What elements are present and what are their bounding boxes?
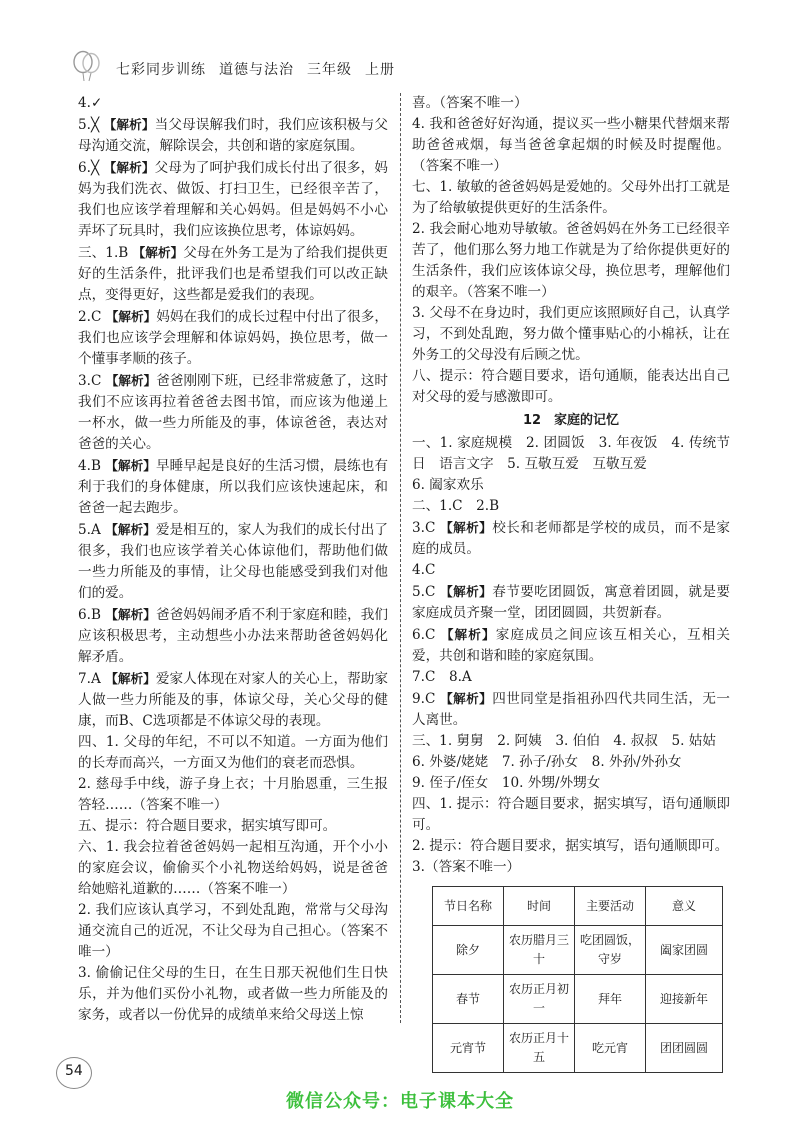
page-header bbox=[72, 50, 732, 86]
analysis-text: 校长和老师都是学校的成员，而不是家庭的成员。 bbox=[412, 520, 731, 557]
answer-paragraph bbox=[412, 475, 730, 496]
column-divider bbox=[400, 93, 401, 1023]
answer-text: 2. 慈母手中线，游子身上衣；十月胎恩重，三生报答轻……（答案不唯一） bbox=[78, 776, 388, 813]
answer-paragraph bbox=[412, 667, 730, 688]
analysis-tag: 【解析】 bbox=[103, 160, 155, 175]
answer-text: 6. 外婆/姥姥 7. 孙子/孙女 8. 外孙/外孙女 bbox=[412, 754, 682, 770]
analysis-text: 家庭成员之间应该互相关心，互相关爱，共创和谐和睦的家庭氛围。 bbox=[412, 627, 731, 664]
festival-table bbox=[432, 886, 723, 1073]
header-title bbox=[116, 59, 408, 79]
analysis-text: 早睡早起是良好的生活习惯，晨练也有利于我们的身体健康，所以我们应该快速起床，和爸爸一起去跑步。 bbox=[78, 458, 389, 516]
answer-paragraph bbox=[412, 752, 730, 773]
answer-text: 7.C 8.A bbox=[412, 669, 472, 685]
answer-text: 3.C bbox=[412, 520, 441, 536]
answer-text: 6.╳ bbox=[78, 160, 104, 176]
analysis-tag: 【解析】 bbox=[103, 117, 155, 132]
answer-text: 4. 我和爸爸好好沟通，提议买一些小糖果代替烟来帮助爸爸戒烟，每当爸爸拿起烟的时候及时提醒他。（答案不唯一） bbox=[412, 116, 730, 174]
answer-paragraph bbox=[412, 836, 730, 857]
answer-text: 4.C bbox=[412, 562, 436, 578]
answer-paragraph bbox=[78, 604, 388, 668]
answer-paragraph bbox=[78, 668, 388, 732]
header-volume: 上册 bbox=[365, 62, 395, 78]
answer-text: 二、1.C 2.B bbox=[412, 498, 500, 514]
answer-paragraph bbox=[412, 794, 730, 836]
table-row bbox=[433, 926, 723, 975]
table-cell: 团团圆圆 bbox=[646, 1024, 723, 1073]
analysis-tag: 【解析】 bbox=[105, 373, 157, 388]
table-cell: 迎接新年 bbox=[646, 975, 723, 1024]
right-column bbox=[412, 93, 730, 1073]
header-subject: 道德与法治 bbox=[219, 62, 294, 78]
answer-text: 5.C bbox=[412, 584, 441, 600]
answer-text: 7.A bbox=[78, 671, 106, 687]
analysis-tag: 【解析】 bbox=[105, 309, 157, 324]
answer-paragraph bbox=[78, 837, 388, 900]
answer-paragraph bbox=[78, 114, 388, 157]
page-number bbox=[56, 1057, 96, 1087]
answer-text: 三、1.B bbox=[78, 245, 133, 261]
answer-paragraph bbox=[78, 306, 388, 370]
answer-paragraph bbox=[412, 366, 730, 408]
answer-text: 3.C bbox=[78, 373, 106, 389]
table-row bbox=[433, 1024, 723, 1073]
analysis-tag: 【解析】 bbox=[440, 584, 493, 599]
answer-paragraph bbox=[78, 93, 388, 114]
table-cell: 农历腊月三十 bbox=[504, 926, 575, 975]
answer-text: 2. 我们应该认真学习，不到处乱跑，常常与父母沟通交流自己的近况，不让父母为自己担心。（答案不唯一） bbox=[78, 902, 388, 960]
answer-paragraph bbox=[412, 581, 730, 624]
answer-paragraph bbox=[78, 774, 388, 816]
answer-text: 三、1. 舅舅 2. 阿姨 3. 伯伯 4. 叔叔 5. 姑姑 bbox=[412, 733, 716, 749]
answer-text: 2.C bbox=[78, 309, 106, 325]
answer-paragraph bbox=[78, 242, 388, 306]
answer-text: 9.C bbox=[412, 691, 441, 707]
answer-text: 喜。（答案不唯一） bbox=[412, 95, 528, 111]
left-column bbox=[78, 93, 388, 1026]
answer-text: 2. 提示：符合题目要求，据实填写，语句通顺即可。 bbox=[412, 838, 729, 854]
answer-paragraph bbox=[412, 731, 730, 752]
analysis-tag: 【解析】 bbox=[132, 245, 184, 260]
analysis-tag: 【解析】 bbox=[440, 627, 496, 642]
table-cell: 拜年 bbox=[575, 975, 646, 1024]
page-number-text: 54 bbox=[65, 1063, 83, 1079]
answer-paragraph bbox=[412, 517, 730, 560]
analysis-text: 妈妈在我们的成长过程中付出了很多，我们也应该学会理解和体谅妈妈，换位思考，做一个懂事孝顺的孩子。 bbox=[78, 309, 389, 367]
analysis-tag: 【解析】 bbox=[105, 671, 156, 686]
answer-paragraph bbox=[412, 219, 730, 303]
answer-paragraph bbox=[412, 560, 730, 581]
analysis-text: 爸爸妈妈闹矛盾不利于家庭和睦，我们应该积极思考，主动想些小办法来帮助爸爸妈妈化解矛盾。 bbox=[78, 607, 389, 665]
answer-text: 四、1. 父母的年纪，不可以不知道。一方面为他们的长寿而高兴，一方面又为他们的衰老而恐惧。 bbox=[78, 734, 388, 771]
answer-paragraph bbox=[412, 303, 730, 366]
table-cell: 农历正月初一 bbox=[504, 975, 575, 1024]
analysis-text: 父母为了呵护我们成长付出了很多，妈妈为我们洗衣、做饭、打扫卫生，已经很辛苦了，我们也应该学着理解和关心妈妈。但是妈妈不小心弄坏了玩具时，我们应该换位思考，体谅妈妈。 bbox=[78, 160, 389, 239]
answer-text: 一、1. 家庭规模 2. 团圆饭 3. 年夜饭 4. 传统节日 语言文字 5. 互敬互爱 互敬互爱 bbox=[412, 435, 730, 472]
analysis-text: 当父母误解我们时，我们应该积极与父母沟通交流，解除误会，共创和谐的家庭氛围。 bbox=[78, 117, 389, 154]
header-series: 七彩同步训练 bbox=[116, 62, 206, 78]
answer-paragraph bbox=[412, 857, 730, 878]
answer-paragraph bbox=[78, 455, 388, 519]
answer-text: 3.（答案不唯一） bbox=[412, 859, 521, 875]
table-cell: 农历正月十五 bbox=[504, 1024, 575, 1073]
answer-text: 3. 父母不在身边时，我们更应该照顾好自己，认真学习，不到处乱跑，努力做个懂事贴心的小棉袄，让在外务工的父母没有后顾之忧。 bbox=[412, 305, 730, 363]
table-cell: 元宵节 bbox=[433, 1024, 504, 1073]
answer-text: 六、1. 我会拉着爸爸妈妈一起相互沟通，开个小小的家庭会议，偷偷买个小礼物送给妈妈，说是爸爸给她赔礼道歉的……（答案不唯一） bbox=[78, 839, 388, 897]
table-cell: 春节 bbox=[433, 975, 504, 1024]
analysis-tag: 【解析】 bbox=[440, 520, 493, 535]
answer-paragraph bbox=[78, 900, 388, 963]
answer-paragraph bbox=[78, 816, 388, 837]
analysis-text: 春节要吃团圆饭，寓意着团圆，就是要家庭成员齐聚一堂，团团圆圆，共贺新春。 bbox=[412, 584, 731, 621]
answer-text: 五、提示：符合题目要求，据实填写即可。 bbox=[78, 818, 337, 834]
answer-text: 八、提示：符合题目要求，语句通顺，能表达出自己对父母的爱与感激即可。 bbox=[412, 368, 730, 405]
table-header-cell: 意义 bbox=[646, 887, 723, 926]
answer-text: 6.B bbox=[78, 607, 106, 623]
answer-text: 5.A bbox=[78, 522, 106, 538]
table-cell: 阖家团圆 bbox=[646, 926, 723, 975]
answer-text: 6.C bbox=[412, 627, 441, 643]
analysis-text: 父母在外务工是为了给我们提供更好的生活条件，批评我们也是希望我们可以改正缺点，变得更好，这些都是爱我们的表现。 bbox=[78, 245, 389, 303]
answer-text: 9. 侄子/侄女 10. 外甥/外甥女 bbox=[412, 775, 601, 791]
answer-text: 4.B bbox=[78, 458, 106, 474]
answer-paragraph bbox=[412, 93, 730, 114]
table-header-row bbox=[433, 887, 723, 926]
answer-text: 6. 阖家欢乐 bbox=[412, 477, 484, 493]
answer-text: 5.╳ bbox=[78, 117, 104, 133]
answer-paragraph bbox=[78, 963, 388, 1026]
answer-text: 七、1. 敏敏的爸爸妈妈是爱她的。父母外出打工就是为了给敏敏提供更好的生活条件。 bbox=[412, 179, 730, 216]
table-header-cell: 主要活动 bbox=[575, 887, 646, 926]
analysis-tag: 【解析】 bbox=[105, 607, 156, 622]
section-title: 12 家庭的记忆 bbox=[522, 413, 620, 428]
balloon-logo-icon bbox=[72, 50, 102, 84]
answer-paragraph bbox=[78, 519, 388, 604]
answer-paragraph bbox=[412, 773, 730, 794]
right-column-bottom bbox=[412, 433, 730, 878]
answer-paragraph bbox=[412, 433, 730, 475]
table-row bbox=[433, 975, 723, 1024]
footer-watermark: 微信公众号：电子课本大全 bbox=[286, 1091, 514, 1112]
table-cell: 除夕 bbox=[433, 926, 504, 975]
answer-text: 2. 我会耐心地劝导敏敏。爸爸妈妈在外务工已经很辛苦了，他们那么努力地工作就是为了给你提供更好的生活条件，我们应该体谅父母，换位思考，理解他们的艰辛。（答案不唯一） bbox=[412, 221, 730, 300]
analysis-tag: 【解析】 bbox=[440, 691, 493, 706]
answer-text: 3. 偷偷记住父母的生日，在生日那天祝他们生日快乐，并为他们买份小礼物，或者做一些力所能及的家务，或者以一份优异的成绩单来给父母送上惊 bbox=[78, 965, 388, 1023]
answer-paragraph bbox=[412, 688, 730, 731]
analysis-text: 四世同堂是指祖孙四代共同生活，无一人离世。 bbox=[412, 691, 731, 728]
answer-paragraph bbox=[78, 732, 388, 774]
analysis-tag: 【解析】 bbox=[105, 458, 156, 473]
answer-paragraph bbox=[412, 177, 730, 219]
analysis-text: 爱是相互的，家人为我们的成长付出了很多，我们也应该学着关心体谅他们，帮助他们做一些力所能及的事情，让父母也能感受到我们对他们的爱。 bbox=[78, 522, 389, 601]
table-cell: 吃团圆饭，守岁 bbox=[575, 926, 646, 975]
answer-paragraph bbox=[78, 157, 388, 242]
answer-text: 4.✓ bbox=[78, 95, 103, 111]
answer-paragraph bbox=[78, 370, 388, 455]
analysis-text: 爸爸刚刚下班，已经非常疲惫了，这时我们不应该再拉着爸爸去图书馆，而应该为他递上一杯水，做一些力所能及的事，体谅爸爸，表达对爸爸的关心。 bbox=[78, 373, 389, 452]
answer-paragraph bbox=[412, 114, 730, 177]
analysis-text: 爱家人体现在对家人的关心上，帮助家人做一些力所能及的事，体谅父母，关心父母的健康，而B、C选项都是不体谅父母的表现。 bbox=[78, 671, 389, 729]
right-column-top bbox=[412, 93, 730, 408]
header-grade: 三年级 bbox=[307, 62, 352, 78]
table-header-cell: 节日名称 bbox=[433, 887, 504, 926]
answer-paragraph bbox=[412, 624, 730, 667]
answer-paragraph bbox=[412, 496, 730, 517]
table-cell: 吃元宵 bbox=[575, 1024, 646, 1073]
answer-text: 四、1. 提示：符合题目要求，据实填写，语句通顺即可。 bbox=[412, 796, 730, 833]
table-header-cell: 时间 bbox=[504, 887, 575, 926]
analysis-tag: 【解析】 bbox=[105, 522, 156, 537]
